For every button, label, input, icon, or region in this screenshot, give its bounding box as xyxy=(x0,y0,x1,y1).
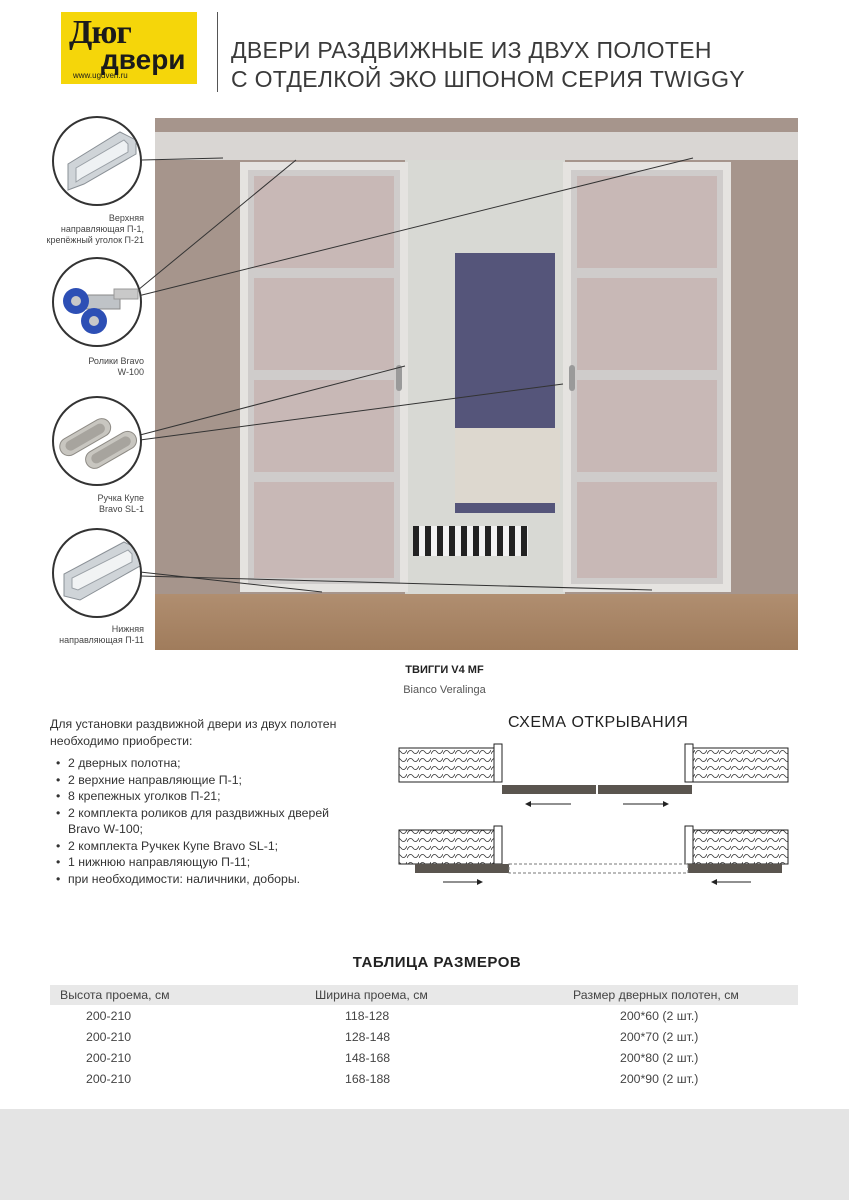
requirements-list xyxy=(56,755,376,887)
list-item-text: • 8 крепежных уголков П-21; xyxy=(68,789,221,803)
door-frame xyxy=(685,744,693,782)
arrow-head xyxy=(525,801,531,807)
door-leaf xyxy=(502,785,596,794)
caption-line: W-100 xyxy=(117,367,144,377)
top-rail-icon xyxy=(54,118,142,206)
table-cell: 200*90 (2 шт.) xyxy=(620,1072,699,1086)
wall-section xyxy=(693,830,788,864)
caption-line: Нижняя xyxy=(111,624,144,634)
opening-gap xyxy=(509,864,688,873)
table-cell: 200-210 xyxy=(86,1009,132,1023)
caption-line: Ручка Купе xyxy=(97,493,144,503)
page-title-line-1: ДВЕРИ РАЗДВИЖНЫЕ ИЗ ДВУХ ПОЛОТЕН xyxy=(231,37,712,63)
header-cell: Размер дверных полотен, см xyxy=(573,988,739,1002)
callout-line xyxy=(140,366,405,435)
table-cell: 200-210 xyxy=(86,1030,132,1044)
table-cell: 148-168 xyxy=(345,1051,391,1065)
roller-icon xyxy=(54,259,142,347)
handle-thumbnail xyxy=(52,396,142,486)
list-item xyxy=(56,838,376,855)
product-finish: Bianco Veralinga xyxy=(403,684,486,696)
caption-line: направляющая П-1, xyxy=(60,224,144,234)
list-item-text: • 2 комплекта роликов для раздвижных дверей xyxy=(68,805,330,820)
list-item xyxy=(56,772,376,789)
handle-icon xyxy=(54,398,142,486)
list-item-text: • 1 нижнюю направляющую П-11; xyxy=(68,855,251,869)
callout-line xyxy=(140,576,652,590)
list-item xyxy=(56,871,376,888)
list-item-text: Bravo W-100; xyxy=(68,822,143,836)
page-title-line-2: С ОТДЕЛКОЙ ЭКО ШПОНОМ СЕРИЯ TWIGGY xyxy=(231,66,745,92)
top-rail-thumbnail xyxy=(52,116,142,206)
caption-line: направляющая П-11 xyxy=(59,635,144,645)
callout-line xyxy=(140,384,563,440)
callout-line xyxy=(138,160,296,290)
door-leaf-open xyxy=(415,864,509,873)
arrow-head xyxy=(711,879,717,885)
logo-text-top: Дюг xyxy=(69,14,131,51)
bottom-rail-thumbnail xyxy=(52,528,142,618)
page-footer-band xyxy=(0,1109,849,1200)
wall-section xyxy=(399,830,494,864)
table-cell: 200*80 (2 шт.) xyxy=(620,1051,699,1065)
caption-bottom-rail xyxy=(20,624,144,646)
list-item-text: • 2 комплекта Ручкек Купе Bravo SL-1; xyxy=(68,838,279,853)
list-item-text: • 2 дверных полотна; xyxy=(68,756,181,770)
header-cell: Ширина проема, см xyxy=(315,988,428,1002)
caption-line: Верхняя xyxy=(108,213,144,223)
product-model: ТВИГГИ V4 MF xyxy=(405,664,484,676)
bottom-rail-icon xyxy=(54,530,142,618)
table-cell: 128-148 xyxy=(345,1030,391,1044)
table-row xyxy=(50,1027,798,1047)
wall-section xyxy=(399,748,494,782)
list-item xyxy=(56,854,376,871)
logo-url: www.ugdveri.ru xyxy=(73,71,128,80)
table-cell: 118-128 xyxy=(345,1009,390,1023)
scheme-title: СХЕМА ОТКРЫВАНИЯ xyxy=(508,714,689,731)
door-frame xyxy=(494,826,502,864)
header-cell: Высота проема, см xyxy=(60,988,170,1002)
arrow-head xyxy=(477,879,483,885)
wall-section xyxy=(693,748,788,782)
intro-line-2: необходимо приобрести: xyxy=(50,733,193,748)
list-item xyxy=(56,755,376,772)
caption-handle xyxy=(20,493,144,515)
callout-line xyxy=(138,158,693,296)
caption-line: Bravo SL-1 xyxy=(98,504,144,514)
table-row xyxy=(50,1069,798,1089)
caption-rollers xyxy=(20,356,144,378)
list-item-text: • при необходимости: наличники, доборы. xyxy=(68,871,301,886)
table-cell: 200-210 xyxy=(86,1051,132,1065)
size-table-title: ТАБЛИЦА РАЗМЕРОВ xyxy=(352,954,522,971)
door-leaf-open xyxy=(688,864,782,873)
table-row xyxy=(50,1006,798,1026)
door-frame xyxy=(494,744,502,782)
arrow-head xyxy=(663,801,669,807)
rollers-thumbnail xyxy=(52,257,142,347)
size-table-header xyxy=(50,985,798,1005)
list-item-text: • 2 верхние направляющие П-1; xyxy=(68,772,242,787)
list-item xyxy=(56,788,376,805)
caption-line: крепёжный уголок П-21 xyxy=(46,235,144,245)
door-leaf xyxy=(598,785,692,794)
callout-line xyxy=(140,572,322,592)
opening-scheme-diagram xyxy=(395,740,795,890)
table-cell: 168-188 xyxy=(345,1072,391,1086)
callout-line xyxy=(142,158,223,160)
caption-line: Ролики Bravo xyxy=(88,356,144,366)
table-cell: 200*60 (2 шт.) xyxy=(620,1009,699,1023)
door-frame xyxy=(685,826,693,864)
table-cell: 200*70 (2 шт.) xyxy=(620,1030,699,1044)
list-item xyxy=(56,805,376,838)
intro-line-1: Для установки раздвижной двери из двух полотен xyxy=(50,717,337,731)
table-row xyxy=(50,1048,798,1068)
requirements-intro xyxy=(50,716,370,749)
caption-top-rail xyxy=(20,213,144,246)
logo-text-bottom: двери xyxy=(101,44,186,75)
table-cell: 200-210 xyxy=(86,1072,132,1086)
